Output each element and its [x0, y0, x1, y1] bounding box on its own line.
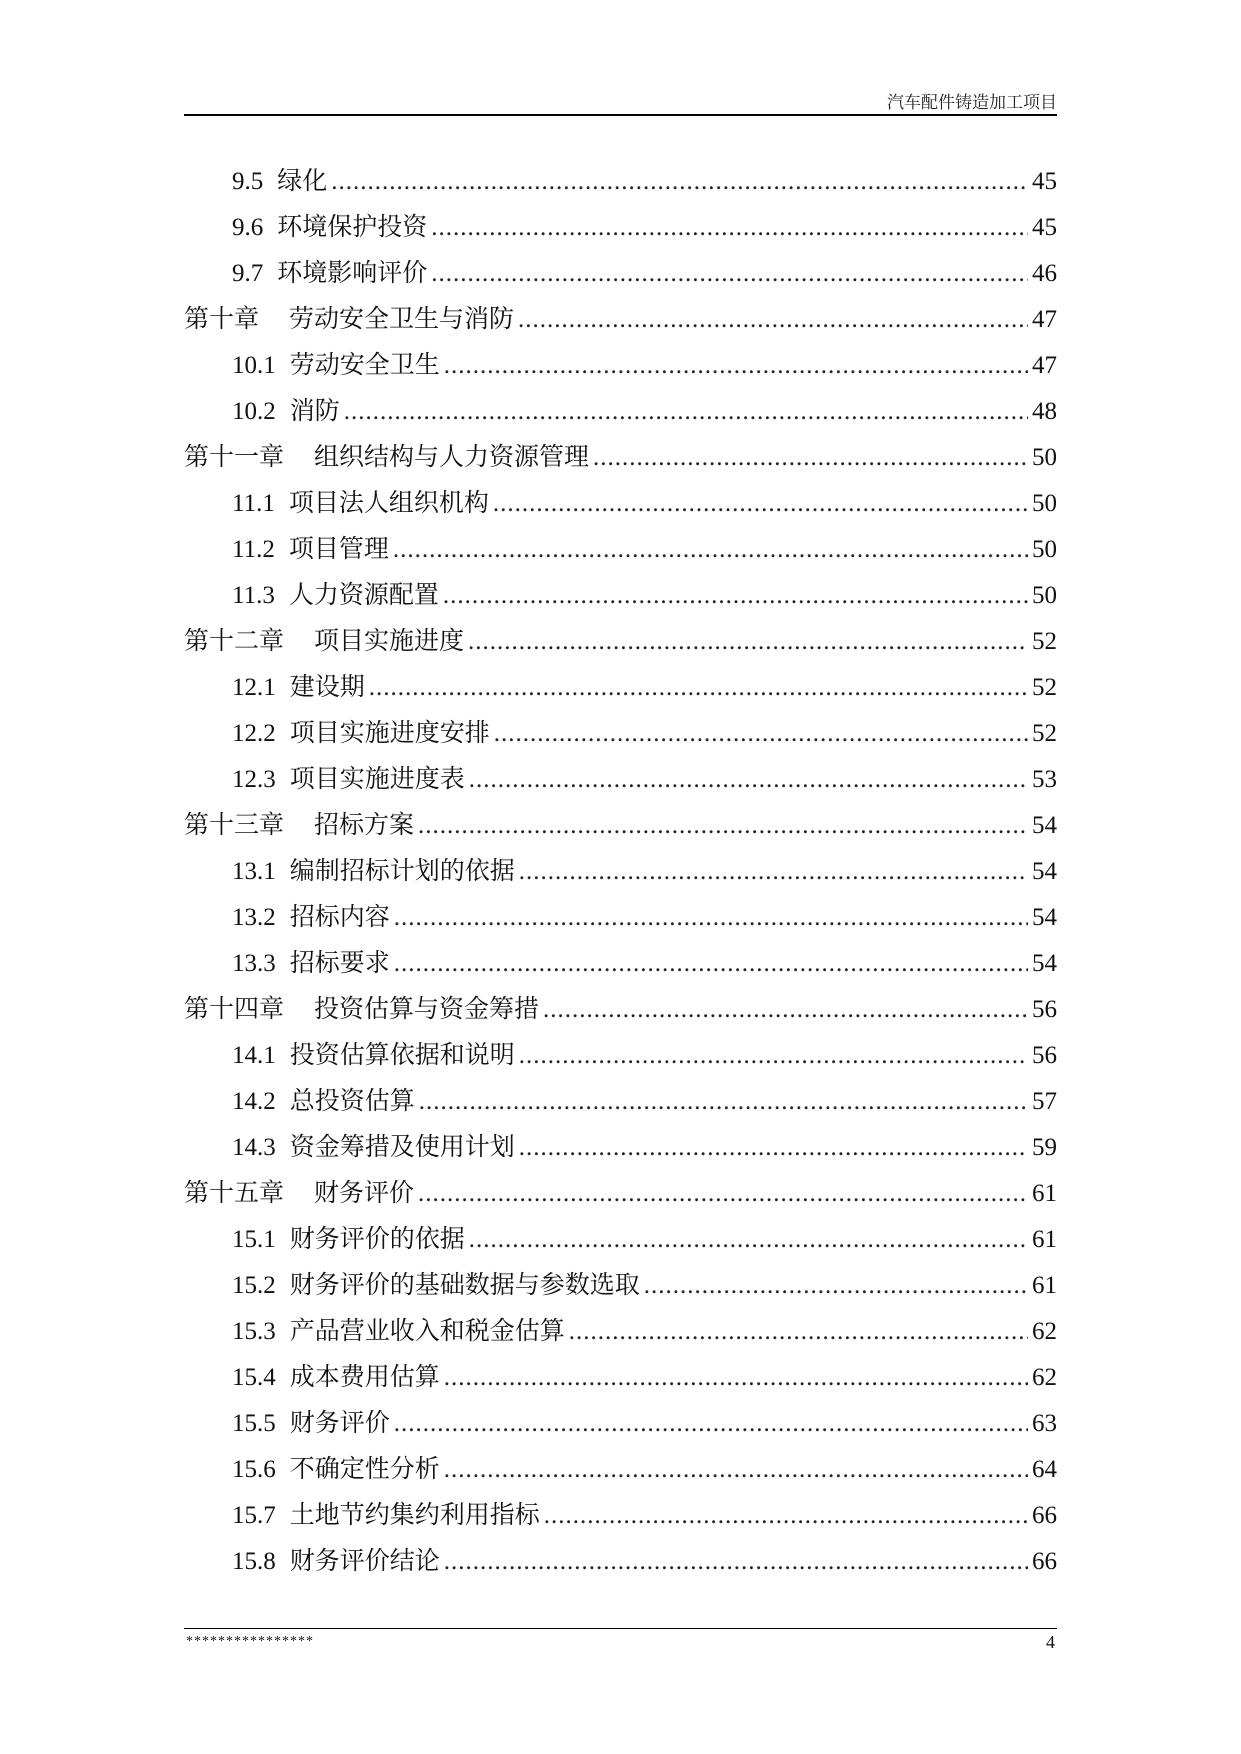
toc-section-entry[interactable] [184, 388, 1057, 434]
toc-section-entry[interactable] [184, 1078, 1057, 1124]
toc-entry-page: 63 [1032, 1410, 1057, 1437]
toc-entry-title: 劳动安全卫生与消防 [289, 304, 515, 333]
toc-chapter-entry[interactable] [184, 986, 1057, 1032]
toc-entry-page: 45 [1032, 168, 1057, 195]
toc-entry-number: 12.2 [232, 720, 276, 747]
toc-entry-title: 投资估算与资金筹措 [314, 994, 540, 1023]
toc-entry-page: 62 [1032, 1364, 1057, 1391]
toc-section-entry[interactable] [184, 1308, 1057, 1354]
dot-leader [519, 1033, 1028, 1079]
toc-section-entry[interactable] [184, 480, 1057, 526]
toc-entry-page: 50 [1032, 582, 1057, 609]
toc-entry-title: 劳动安全卫生 [289, 350, 440, 379]
toc-section-entry[interactable] [184, 756, 1057, 802]
toc-section-entry[interactable] [184, 1538, 1057, 1584]
toc-entry-title: 招标方案 [314, 810, 415, 839]
toc-section-entry[interactable] [184, 342, 1057, 388]
toc-entry-page: 54 [1032, 950, 1057, 977]
dot-leader [569, 1309, 1028, 1355]
dot-leader [519, 849, 1028, 895]
toc-section-entry[interactable] [184, 894, 1057, 940]
toc-entry-title: 财务评价 [314, 1178, 415, 1207]
toc-entry-page: 54 [1032, 858, 1057, 885]
toc-entry-page: 45 [1032, 214, 1057, 241]
toc-entry-page: 56 [1032, 996, 1057, 1023]
toc-entry-number: 10.2 [232, 398, 276, 425]
toc-entry-page: 62 [1032, 1318, 1057, 1345]
toc-chapter-entry[interactable] [184, 802, 1057, 848]
dot-leader [444, 1539, 1028, 1585]
dot-leader [469, 1217, 1028, 1263]
page-number: 4 [1046, 1632, 1055, 1652]
dot-leader [444, 343, 1028, 389]
dot-leader [519, 1125, 1028, 1171]
toc-entry-number: 9.7 [232, 260, 264, 287]
toc-section-entry[interactable] [184, 1032, 1057, 1078]
toc-entry-page: 54 [1032, 904, 1057, 931]
toc-section-entry[interactable] [184, 158, 1057, 204]
toc-entry-title: 招标要求 [289, 948, 390, 977]
toc-chapter-entry[interactable] [184, 618, 1057, 664]
toc-entry-title: 财务评价的依据 [289, 1224, 465, 1253]
toc-chapter-entry[interactable] [184, 296, 1057, 342]
toc-section-entry[interactable] [184, 204, 1057, 250]
toc-entry-page: 52 [1032, 628, 1057, 655]
toc-entry-number: 11.3 [232, 582, 275, 609]
toc-entry-title: 项目法人组织机构 [288, 488, 489, 517]
toc-section-entry[interactable] [184, 572, 1057, 618]
dot-leader [469, 757, 1028, 803]
toc-entry-number: 15.8 [232, 1548, 276, 1575]
toc-entry-page: 52 [1032, 674, 1057, 701]
dot-leader [443, 573, 1028, 619]
toc-entry-number: 15.2 [232, 1272, 276, 1299]
dot-leader [544, 1493, 1028, 1539]
dot-leader [394, 941, 1028, 987]
header-rule [184, 114, 1057, 116]
toc-entry-number: 14.3 [232, 1134, 276, 1161]
toc-entry-number: 13.1 [232, 858, 276, 885]
toc-entry-number: 12.3 [232, 766, 276, 793]
toc-entry-page: 59 [1032, 1134, 1057, 1161]
dot-leader [644, 1263, 1028, 1309]
toc-entry-title: 建设期 [289, 672, 365, 701]
dot-leader [418, 803, 1028, 849]
toc-entry-number: 第十四章 [184, 994, 285, 1023]
dot-leader [444, 1355, 1028, 1401]
toc-entry-number: 第十三章 [184, 810, 285, 839]
dot-leader [444, 1447, 1028, 1493]
toc-entry-title: 项目实施进度表 [289, 764, 465, 793]
toc-entry-title: 总投资估算 [289, 1086, 415, 1115]
toc-entry-number: 第十五章 [184, 1178, 285, 1207]
toc-entry-page: 61 [1032, 1226, 1057, 1253]
toc-entry-page: 61 [1032, 1180, 1057, 1207]
toc-entry-title: 绿化 [277, 166, 328, 195]
dot-leader [331, 159, 1028, 205]
toc-entry-page: 57 [1032, 1088, 1057, 1115]
toc-entry-title: 财务评价的基础数据与参数选取 [289, 1270, 640, 1299]
dot-leader [344, 389, 1028, 435]
toc-entry-title: 不确定性分析 [289, 1454, 440, 1483]
toc-entry-number: 14.2 [232, 1088, 276, 1115]
toc-entry-number: 11.1 [232, 490, 275, 517]
toc-chapter-entry[interactable] [184, 434, 1057, 480]
toc-entry-title: 财务评价结论 [289, 1546, 440, 1575]
toc-entry-number: 第十一章 [184, 442, 285, 471]
toc-entry-number: 13.3 [232, 950, 276, 977]
toc-entry-page: 50 [1032, 490, 1057, 517]
toc-section-entry[interactable] [184, 664, 1057, 710]
toc-entry-title: 环境影响评价 [277, 258, 428, 287]
toc-entry-title: 土地节约集约利用指标 [289, 1500, 540, 1529]
toc-entry-title: 投资估算依据和说明 [289, 1040, 515, 1069]
toc-entry-page: 64 [1032, 1456, 1057, 1483]
dot-leader [593, 435, 1028, 481]
dot-leader [518, 297, 1028, 343]
toc-entry-title: 成本费用估算 [289, 1362, 440, 1391]
toc-entry-number: 15.5 [232, 1410, 276, 1437]
toc-entry-number: 15.4 [232, 1364, 276, 1391]
toc-entry-page: 66 [1032, 1502, 1057, 1529]
dot-leader [394, 895, 1028, 941]
toc-entry-number: 15.1 [232, 1226, 276, 1253]
toc-section-entry[interactable] [184, 1446, 1057, 1492]
toc-section-entry[interactable] [184, 940, 1057, 986]
toc-entry-page: 53 [1032, 766, 1057, 793]
dot-leader [419, 1079, 1028, 1125]
dot-leader [369, 665, 1028, 711]
toc-section-entry[interactable] [184, 710, 1057, 756]
toc-entry-page: 50 [1032, 536, 1057, 563]
toc-entry-title: 项目实施进度 [314, 626, 465, 655]
footer-asterisks: **************** [186, 1634, 314, 1649]
dot-leader [394, 1401, 1028, 1447]
toc-section-entry[interactable] [184, 1216, 1057, 1262]
toc-entry-title: 消防 [289, 396, 340, 425]
toc-section-entry[interactable] [184, 1400, 1057, 1446]
toc-entry-number: 14.1 [232, 1042, 276, 1069]
toc-entry-title: 项目管理 [288, 534, 389, 563]
toc-entry-number: 第十二章 [184, 626, 285, 655]
toc-entry-page: 54 [1032, 812, 1057, 839]
toc-entry-page: 61 [1032, 1272, 1057, 1299]
toc-section-entry[interactable] [184, 1262, 1057, 1308]
toc-entry-title: 招标内容 [289, 902, 390, 931]
dot-leader [468, 619, 1028, 665]
toc-entry-number: 11.2 [232, 536, 275, 563]
toc-entry-page: 47 [1032, 306, 1057, 333]
page-header-title: 汽车配件铸造加工项目 [887, 93, 1057, 113]
toc-entry-page: 47 [1032, 352, 1057, 379]
toc-entry-number: 15.3 [232, 1318, 276, 1345]
toc-entry-number: 13.2 [232, 904, 276, 931]
toc-entry-title: 编制招标计划的依据 [289, 856, 515, 885]
toc-section-entry[interactable] [184, 526, 1057, 572]
toc-entry-title: 产品营业收入和税金估算 [289, 1316, 565, 1345]
dot-leader [431, 205, 1028, 251]
table-of-contents [184, 158, 1057, 1584]
toc-entry-page: 48 [1032, 398, 1057, 425]
toc-entry-title: 财务评价 [289, 1408, 390, 1437]
toc-entry-number: 12.1 [232, 674, 276, 701]
toc-entry-number: 9.5 [232, 168, 264, 195]
toc-entry-title: 项目实施进度安排 [289, 718, 490, 747]
toc-entry-page: 66 [1032, 1548, 1057, 1575]
toc-section-entry[interactable] [184, 1124, 1057, 1170]
footer-rule [184, 1628, 1057, 1629]
toc-entry-title: 组织结构与人力资源管理 [314, 442, 590, 471]
toc-entry-number: 9.6 [232, 214, 264, 241]
dot-leader [393, 527, 1028, 573]
toc-entry-title: 环境保护投资 [277, 212, 428, 241]
toc-section-entry[interactable] [184, 1492, 1057, 1538]
toc-entry-page: 50 [1032, 444, 1057, 471]
dot-leader [431, 251, 1028, 297]
toc-section-entry[interactable] [184, 1354, 1057, 1400]
toc-entry-page: 46 [1032, 260, 1057, 287]
toc-entry-number: 10.1 [232, 352, 276, 379]
toc-entry-title: 资金筹措及使用计划 [289, 1132, 515, 1161]
toc-entry-page: 56 [1032, 1042, 1057, 1069]
toc-entry-number: 第十章 [184, 304, 260, 333]
toc-section-entry[interactable] [184, 250, 1057, 296]
toc-section-entry[interactable] [184, 848, 1057, 894]
toc-entry-title: 人力资源配置 [288, 580, 439, 609]
toc-entry-number: 15.7 [232, 1502, 276, 1529]
dot-leader [543, 987, 1028, 1033]
dot-leader [493, 481, 1028, 527]
dot-leader [494, 711, 1028, 757]
toc-entry-page: 52 [1032, 720, 1057, 747]
dot-leader [418, 1171, 1028, 1217]
toc-entry-number: 15.6 [232, 1456, 276, 1483]
toc-chapter-entry[interactable] [184, 1170, 1057, 1216]
